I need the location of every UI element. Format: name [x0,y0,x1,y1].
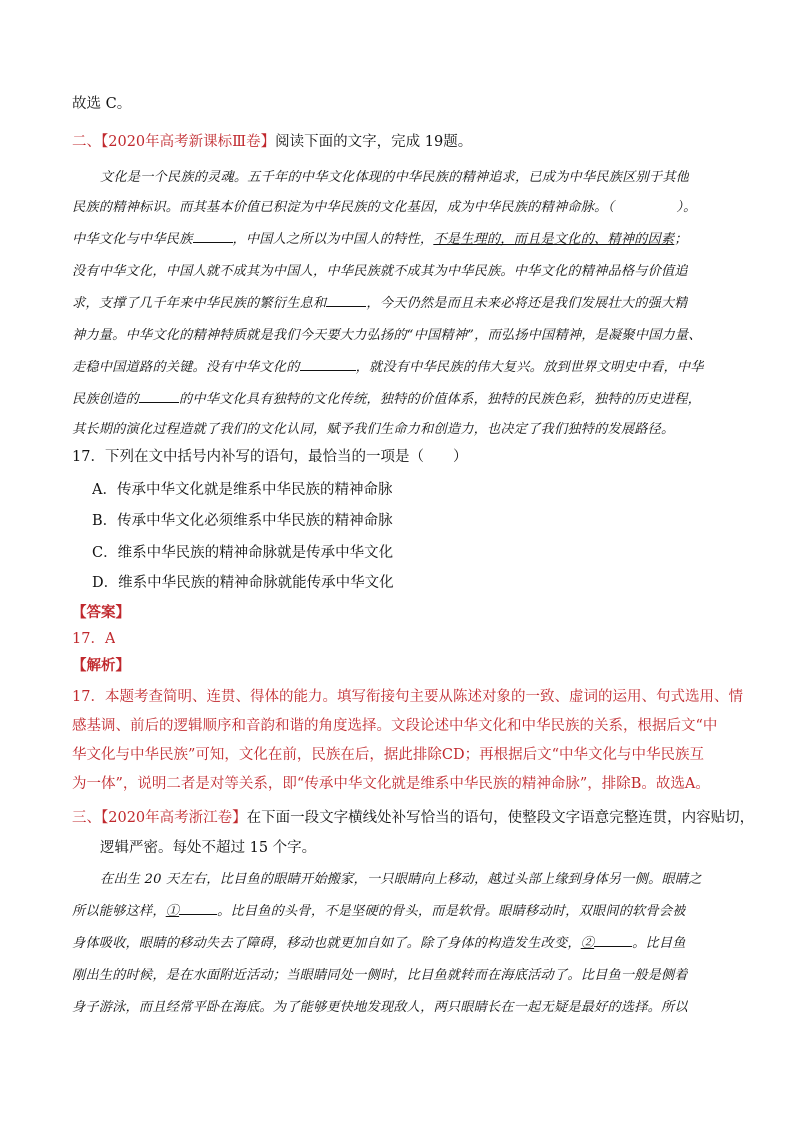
passage3-text: 。比目鱼 [632,936,686,951]
answer-value: 17．A [72,631,116,647]
passage3-line [72,900,686,919]
passage2-line: 没有中华文化，中国人就不成其为中国人，中华民族就不成其为中华民族。中华文化的精神品格与价值追 [72,264,688,279]
passage2-line: 神力量。中华文化的精神特质就是我们今天要大力弘扬的“中国精神”，而弘扬中国精神，是凝聚中国力量、 [72,328,702,343]
passage3-line: 身子游泳，而且经常平卧在海底。为了能够更快地发现敌人，两只眼睛长在一起无疑是最好的选择。所以 [72,1000,688,1015]
underlined-phrase: 不是生理的，而且是文化的、精神的因素 [433,232,675,247]
option-a[interactable]: A．传承中华文化就是维系中华民族的精神命脉 [92,482,393,498]
passage2-text: 求，支撑了几千年来中华民族的繁衍生息和 [72,296,327,311]
analysis-label: 【解析】 [72,657,130,674]
section3-instruction: 在下面一段文字横线处补写恰当的语句，使整段文字语意完整连贯，内容贴切， [246,810,755,826]
passage2-text: ，就没有中华民族的伟大复兴。放到世界文明史中看，中华 [355,360,704,375]
passage3-line: 在出生 20 天左右，比目鱼的眼睛开始搬家，一只眼睛向上移动，越过头部上缘到身体另一侧。眼睛之 [100,872,702,887]
blank-marker: ② [580,936,595,951]
passage2-line [72,292,688,311]
analysis-line: 为一体”，说明二者是对等关系，即“传承中华文化就是维系中华民族的精神命脉”，排除B。故选A。 [72,776,710,792]
passage2-text: ，今天仍然是而且未来必将还是我们发展壮大的强大精 [366,296,688,311]
section3-instruction-cont: 逻辑严密。每处不超过 15 个字。 [100,840,317,856]
passage2-text: ； [674,232,688,247]
passage2-text: ）。 [676,200,697,215]
previous-conclusion: 故选 C。 [72,96,132,112]
passage2-line: 其长期的演化过程造就了我们的文化认同，赋予我们生命力和创造力，也决定了我们独特的发展路径。 [72,422,675,437]
option-d[interactable]: D．维系中华民族的精神命脉就能传承中华文化 [92,575,394,591]
section3-tag: 【2020年高考浙江卷】 [101,810,247,826]
section2-instruction: 阅读下面的文字，完成 19题。 [275,134,473,150]
fill-blank[interactable] [193,230,233,243]
passage3-text: 身体吸收，眼睛的移动失去了障碍，移动也就更加自如了。除了身体的构造发生改变， [72,936,581,951]
passage2-text: 走稳中国道路的关键。没有中华文化的 [72,360,300,375]
fill-blank[interactable] [139,390,179,403]
option-b[interactable]: B．传承中华文化必须维系中华民族的精神命脉 [92,513,393,529]
blank-marker: ① [165,904,180,919]
fill-blank[interactable] [300,358,356,371]
passage2-line [72,228,688,247]
passage2-text: 的中华文化具有独特的文化传统，独特的价值体系，独特的民族色彩，独特的历史进程， [178,392,702,407]
option-c[interactable]: C．维系中华民族的精神命脉就是传承中华文化 [92,545,394,561]
section2-tag: 【2020年高考新课标Ⅲ卷】 [101,134,276,150]
passage3-text: 所以能够这样， [72,904,166,919]
passage2-text: 中华文化与中华民族 [72,232,193,247]
answer-label: 【答案】 [72,604,130,621]
passage3-line [72,932,686,951]
fill-blank[interactable] [594,934,632,947]
passage2-line [72,356,704,375]
passage2-text: 民族创造的 [72,392,139,407]
question17-stem: 17．下列在文中括号内补写的语句，最恰当的一项是（ ） [72,449,468,465]
section2-heading [72,130,472,151]
fill-blank[interactable] [326,294,366,307]
section3-prefix: 三、 [72,810,101,826]
passage2-text: ，中国人之所以为中国人的特性， [232,232,434,247]
passage2-line: 文化是一个民族的灵魂。五千年的中华文化体现的中华民族的精神追求，已成为中华民族区别于其他 [100,170,690,185]
analysis-line: 17．本题考查简明、连贯、得体的能力。填写衔接句主要从陈述对象的一致、虚词的运用、句式选用、情 [72,689,743,705]
section3-heading [72,806,754,827]
section2-prefix: 二、 [72,134,101,150]
passage2-text: 民族的精神标识。而其基本价值已积淀为中华民族的文化基因，成为中华民族的精神命脉。（ [72,200,615,215]
passage2-line [72,388,701,407]
fill-blank[interactable] [179,902,217,915]
passage3-text: 。比目鱼的头骨，不是坚硬的骨头，而是软骨。眼睛移动时，双眼间的软骨会被 [217,904,686,919]
passage3-line: 刚出生的时候，是在水面附近活动；当眼睛同处一侧时，比目鱼就转而在海底活动了。比目鱼一般是侧着 [72,968,688,983]
analysis-line: 感基调、前后的逻辑顺序和音韵和谐的角度选择。文段论述中华文化和中华民族的关系，根据后文“中 [72,718,718,734]
analysis-line: 华文化与中华民族”可知，文化在前，民族在后，据此排除CD；再根据后文“中华文化与中华民族互 [72,747,705,763]
passage2-line [72,196,696,215]
